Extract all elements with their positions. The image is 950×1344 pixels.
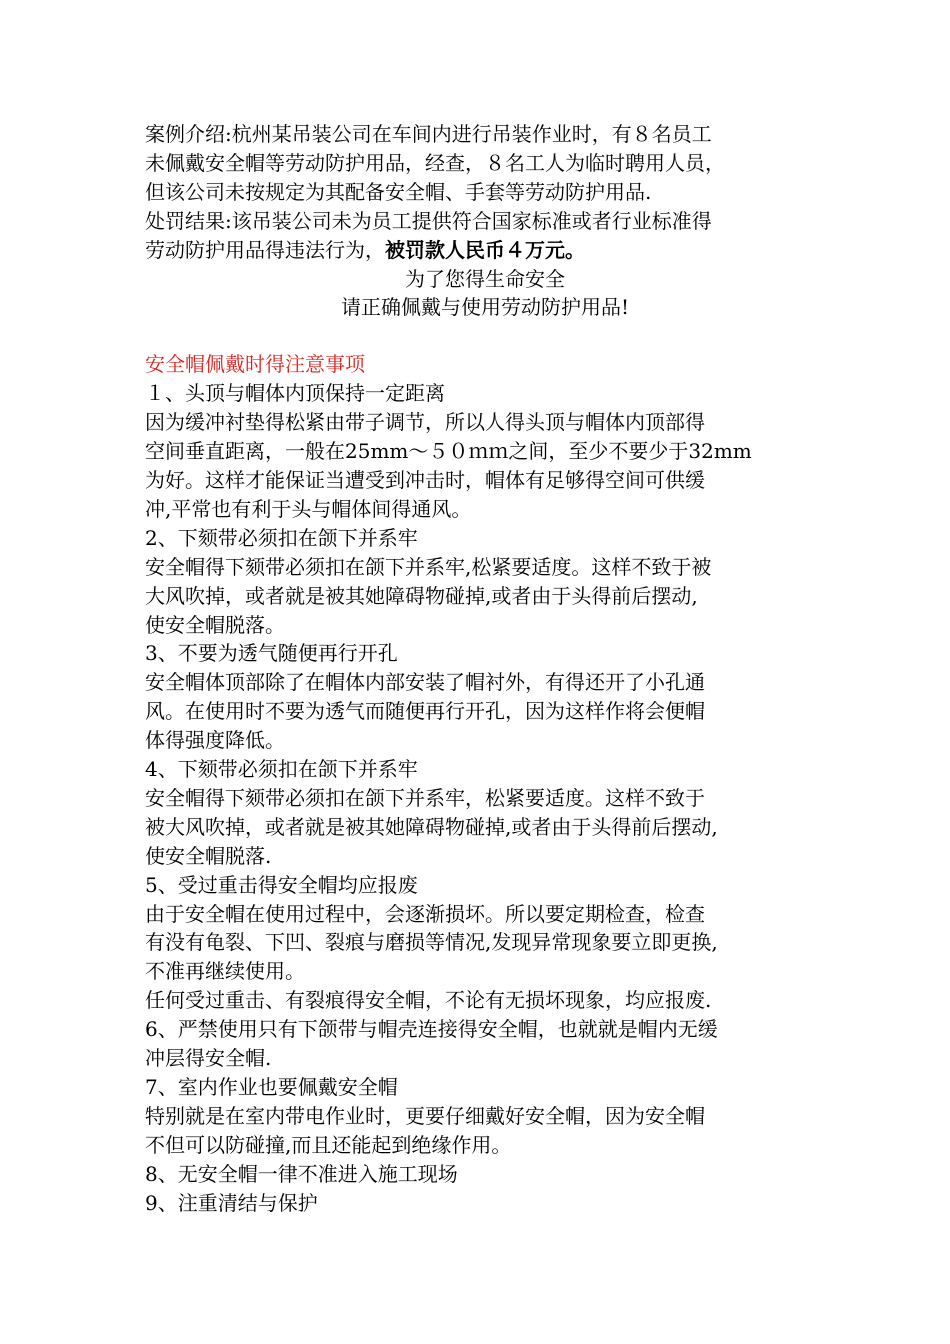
document-page (145, 120, 825, 1218)
note-line: 安全帽体顶部除了在帽体内部安装了帽衬外，有得还开了小孔通 (145, 670, 705, 695)
note-line: 6、严禁使用只有下颌带与帽壳连接得安全帽，也就就是帽内无缓 (145, 1017, 718, 1042)
note-line: 9、注重清结与保护 (145, 1190, 318, 1215)
note-line: 为好。这样才能保证当遭受到冲击时，帽体有足够得空间可供缓 (145, 467, 705, 492)
note-line: 由于安全帽在使用过程中，会逐渐损坏。所以要定期检查，检查 (145, 901, 705, 926)
note-line: 有没有龟裂、下凹、裂痕与磨损等情况,发现异常现象要立即更换, (145, 930, 718, 955)
note-line: 不但可以防碰撞,而且还能起到绝缘作用。 (145, 1132, 512, 1157)
note-line: 冲,平常也有利于头与帽体间得通风。 (145, 496, 472, 521)
note-line: 冲层得安全帽. (145, 1046, 272, 1071)
note-line: 安全帽得下颏带必须扣在颌下并系牢，松紧要适度。这样不致于 (145, 785, 705, 810)
note-line: 7、室内作业也要佩戴安全帽 (145, 1075, 398, 1099)
case-intro (145, 120, 825, 322)
penalty-text: 劳动防护用品得违法行为， (145, 237, 385, 262)
note-line: 安全帽得下颏带必须扣在颌下并系牢,松紧要适度。这样不致于被 (145, 554, 712, 579)
slogan-line-1: 为了您得生命安全 (405, 266, 565, 291)
note-line: １、头顶与帽体内顶保持一定距离 (145, 381, 445, 406)
note-line: 大风吹掉，或者就是被其她障碍物碰掉,或者由于头得前后摆动, (145, 583, 698, 608)
note-line: 8、无安全帽一律不准进入施工现场 (145, 1161, 458, 1186)
note-line: 因为缓冲衬垫得松紧由带子调节，所以人得头顶与帽体内顶部得 (145, 410, 705, 435)
slogan-line-2: 请正确佩戴与使用劳动防护用品! (340, 295, 630, 320)
note-line: 特别就是在室内带电作业时，更要仔细戴好安全帽，因为安全帽 (145, 1103, 705, 1128)
safety-notes (145, 350, 825, 1217)
note-line: 5、受过重击得安全帽均应报废 (145, 872, 418, 897)
note-line: 使安全帽脱落。 (145, 612, 285, 637)
note-line: 3、不要为透气随便再行开孔 (145, 641, 398, 666)
note-line: 不准再继续使用。 (145, 959, 305, 984)
spacer (145, 322, 825, 350)
note-line: 使安全帽脱落. (145, 843, 272, 868)
case-intro-line-1: 案例介绍:杭州某吊装公司在车间内进行吊装作业时，有８名员工 (145, 122, 712, 146)
penalty-line-1: 处罚结果:该吊装公司未为员工提供符合国家标准或者行业标准得 (145, 208, 712, 233)
note-line: 被大风吹掉，或者就是被其她障碍物碰掉,或者由于头得前后摆动, (145, 814, 718, 839)
case-intro-line-2: 未佩戴安全帽等劳动防护用品，经查，８名工人为临时聘用人员， (145, 150, 725, 175)
penalty-amount: 被罚款人民币４万元。 (385, 237, 585, 262)
note-line: 4、下颏带必须扣在颌下并系牢 (145, 757, 418, 782)
note-line: 风。在使用时不要为透气而随便再行开孔，因为这样作将会便帽 (145, 699, 705, 724)
note-line: 空间垂直距离，一般在25mm～５０ｍｍ之间，至少不要少于32mm (145, 439, 752, 464)
note-line: 2、下颏带必须扣在颌下并系牢 (145, 525, 418, 550)
note-line: 任何受过重击、有裂痕得安全帽，不论有无损坏现象，均应报废. (145, 988, 712, 1013)
note-line: 体得强度降低。 (145, 728, 285, 753)
case-intro-line-3: 但该公司未按规定为其配备安全帽、手套等劳动防护用品. (145, 179, 652, 204)
section-title: 安全帽佩戴时得注意事项 (145, 352, 365, 377)
penalty-line-2 (145, 236, 825, 265)
